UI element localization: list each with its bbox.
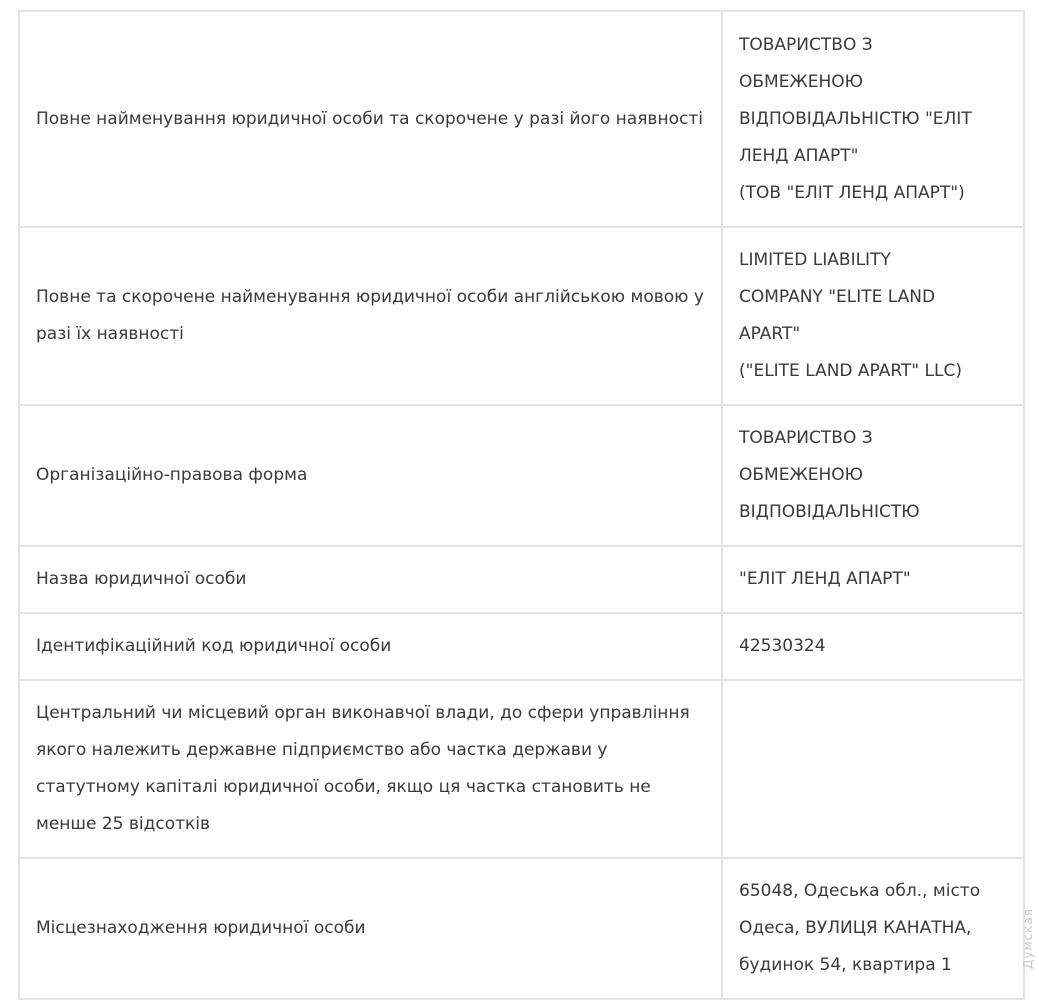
row-label: Повне та скорочене найменування юридичної особи англійською мовою у разі їх наявності — [19, 227, 722, 405]
value-line: COMPANY "ELITE LAND — [739, 287, 936, 307]
registry-table — [18, 10, 1025, 1000]
row-label: Місцезнаходження юридичної особи — [19, 858, 722, 999]
row-value — [722, 405, 1024, 546]
value-line: ВІДПОВІДАЛЬНІСТЮ — [739, 502, 920, 522]
row-value — [722, 546, 1024, 613]
value-line: 42530324 — [739, 636, 826, 656]
value-line: 65048, Одеська обл., місто — [739, 881, 981, 901]
row-value — [722, 227, 1024, 405]
row-value — [722, 613, 1024, 680]
row-value — [722, 858, 1024, 999]
value-line: ("ELITE LAND APART" LLC) — [739, 361, 962, 381]
table-row — [19, 405, 1024, 546]
table-row — [19, 227, 1024, 405]
watermark-logo: Думская — [1021, 908, 1035, 969]
value-line: ОБМЕЖЕНОЮ — [739, 465, 864, 485]
value-line: Одеса, ВУЛИЦЯ КАНАТНА, — [739, 918, 972, 938]
table-row — [19, 546, 1024, 613]
value-line: ВІДПОВІДАЛЬНІСТЮ "ЕЛІТ — [739, 108, 972, 129]
row-value — [722, 11, 1024, 227]
table-row — [19, 858, 1024, 999]
table-row — [19, 613, 1024, 680]
value-line: (ТОВ "ЕЛІТ ЛЕНД АПАРТ") — [739, 182, 965, 203]
row-label: Ідентифікаційний код юридичної особи — [19, 613, 722, 680]
value-line: ТОВАРИСТВО З — [739, 428, 873, 448]
value-line: APART" — [739, 324, 801, 344]
value-line: ОБМЕЖЕНОЮ — [739, 71, 864, 92]
row-value — [722, 680, 1024, 858]
value-line: ТОВАРИСТВО З — [739, 34, 873, 55]
value-line: "ЕЛІТ ЛЕНД АПАРТ" — [739, 569, 911, 589]
row-label: Організаційно-правова форма — [19, 405, 722, 546]
row-label: Центральний чи місцевий орган виконавчої влади, до сфери управління якого належить державне підприємство або частка держави у статутному капіталі юридичної особи, якщо ця частка становить не менше 25 відсотків — [19, 680, 722, 858]
value-line: будинок 54, квартира 1 — [739, 955, 952, 975]
table-row — [19, 680, 1024, 858]
row-label: Повне найменування юридичної особи та скорочене у разі його наявності — [19, 11, 722, 227]
table-row — [19, 11, 1024, 227]
value-line: ЛЕНД АПАРТ" — [739, 145, 859, 166]
row-label: Назва юридичної особи — [19, 546, 722, 613]
value-line: LIMITED LIABILITY — [739, 250, 891, 270]
